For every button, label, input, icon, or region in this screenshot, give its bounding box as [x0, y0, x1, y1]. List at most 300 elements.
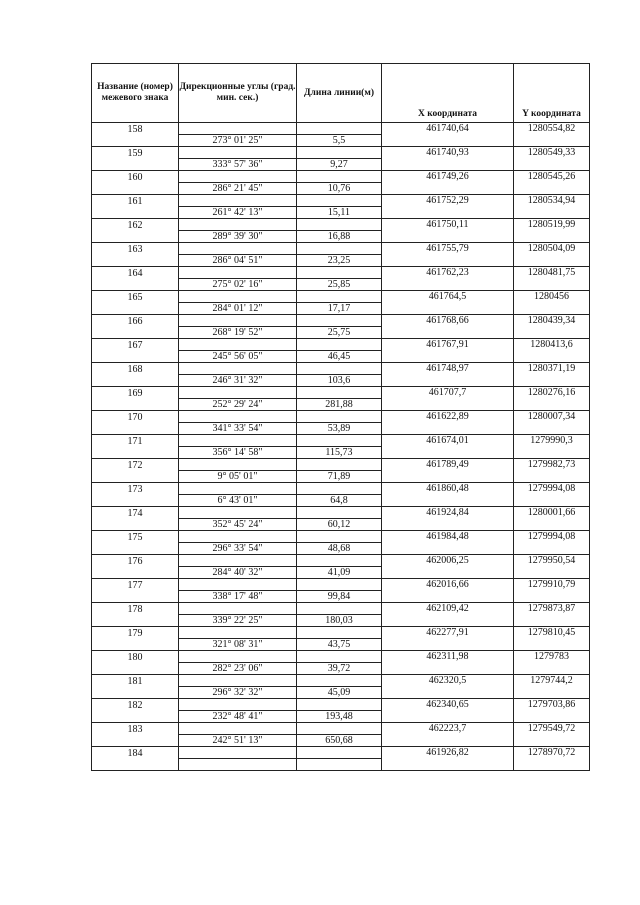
table-row	[92, 207, 590, 219]
empty-cell	[92, 375, 179, 387]
point-name: 175	[92, 531, 179, 543]
empty-cell	[297, 171, 382, 183]
empty-cell	[514, 663, 590, 675]
table-header-row	[92, 64, 590, 123]
empty-cell	[179, 579, 297, 591]
x-coordinate: 461674,01	[382, 435, 514, 447]
empty-cell	[297, 483, 382, 495]
header-x: X координата	[382, 64, 514, 123]
line-length: 45,09	[297, 687, 382, 699]
y-coordinate: 1280001,66	[514, 507, 590, 519]
x-coordinate: 462320,5	[382, 675, 514, 687]
table-row	[92, 171, 590, 183]
table-row	[92, 759, 590, 771]
table-row	[92, 723, 590, 735]
empty-cell	[179, 675, 297, 687]
empty-cell	[179, 147, 297, 159]
empty-cell	[382, 423, 514, 435]
empty-cell	[179, 219, 297, 231]
table-row	[92, 603, 590, 615]
table-row	[92, 147, 590, 159]
table-row	[92, 747, 590, 759]
empty-cell	[92, 183, 179, 195]
table-row	[92, 531, 590, 543]
empty-cell	[382, 615, 514, 627]
empty-cell	[382, 495, 514, 507]
empty-cell	[382, 663, 514, 675]
empty-cell	[92, 759, 179, 771]
table-row	[92, 627, 590, 639]
direction-angle: 289° 39' 30"	[179, 231, 297, 243]
empty-cell	[514, 615, 590, 627]
table-row	[92, 363, 590, 375]
y-coordinate: 1279910,79	[514, 579, 590, 591]
empty-cell	[179, 267, 297, 279]
empty-cell	[92, 495, 179, 507]
empty-cell	[514, 135, 590, 147]
point-name: 162	[92, 219, 179, 231]
table-row	[92, 327, 590, 339]
x-coordinate: 462006,25	[382, 555, 514, 567]
line-length: 53,89	[297, 423, 382, 435]
empty-cell	[514, 423, 590, 435]
table-row	[92, 411, 590, 423]
empty-cell	[92, 471, 179, 483]
point-name: 180	[92, 651, 179, 663]
direction-angle: 296° 33' 54"	[179, 543, 297, 555]
empty-cell	[297, 699, 382, 711]
empty-cell	[297, 363, 382, 375]
empty-cell	[92, 567, 179, 579]
y-coordinate: 1279994,08	[514, 531, 590, 543]
point-name: 158	[92, 123, 179, 135]
table-row	[92, 579, 590, 591]
table-row	[92, 219, 590, 231]
direction-angle: 273° 01' 25"	[179, 135, 297, 147]
x-coordinate: 461789,49	[382, 459, 514, 471]
empty-cell	[297, 267, 382, 279]
point-name: 179	[92, 627, 179, 639]
line-length: 64,8	[297, 495, 382, 507]
table-row	[92, 159, 590, 171]
empty-cell	[514, 711, 590, 723]
point-name: 183	[92, 723, 179, 735]
y-coordinate: 1278970,72	[514, 747, 590, 759]
empty-cell	[92, 135, 179, 147]
empty-cell	[297, 291, 382, 303]
empty-cell	[382, 375, 514, 387]
empty-cell	[382, 447, 514, 459]
empty-cell	[179, 411, 297, 423]
x-coordinate: 462016,66	[382, 579, 514, 591]
empty-cell	[179, 339, 297, 351]
direction-angle: 246° 31' 32"	[179, 375, 297, 387]
header-length: Длина линии(м)	[297, 64, 382, 123]
empty-cell	[179, 507, 297, 519]
empty-cell	[514, 375, 590, 387]
empty-cell	[179, 747, 297, 759]
table-row	[92, 351, 590, 363]
empty-cell	[297, 219, 382, 231]
table-row	[92, 519, 590, 531]
y-coordinate: 1279810,45	[514, 627, 590, 639]
y-coordinate: 1279982,73	[514, 459, 590, 471]
empty-cell	[297, 555, 382, 567]
x-coordinate: 462277,91	[382, 627, 514, 639]
empty-cell	[179, 531, 297, 543]
x-coordinate: 461764,5	[382, 291, 514, 303]
empty-cell	[179, 243, 297, 255]
y-coordinate: 1280371,19	[514, 363, 590, 375]
line-length: 5,5	[297, 135, 382, 147]
empty-cell	[514, 351, 590, 363]
empty-cell	[297, 723, 382, 735]
boundary-coordinates-table	[91, 63, 590, 771]
empty-cell	[179, 315, 297, 327]
direction-angle: 268° 19' 52"	[179, 327, 297, 339]
empty-cell	[92, 615, 179, 627]
empty-cell	[514, 447, 590, 459]
x-coordinate: 461748,97	[382, 363, 514, 375]
direction-angle: 321° 08' 31"	[179, 639, 297, 651]
x-coordinate: 461752,29	[382, 195, 514, 207]
empty-cell	[297, 339, 382, 351]
empty-cell	[92, 519, 179, 531]
table-row	[92, 135, 590, 147]
y-coordinate: 1280549,33	[514, 147, 590, 159]
x-coordinate: 462109,42	[382, 603, 514, 615]
direction-angle: 339° 22' 25"	[179, 615, 297, 627]
empty-cell	[179, 651, 297, 663]
header-y: Y координата	[514, 64, 590, 123]
empty-cell	[92, 735, 179, 747]
table-row	[92, 231, 590, 243]
direction-angle: 286° 04' 51"	[179, 255, 297, 267]
empty-cell	[92, 711, 179, 723]
empty-cell	[297, 579, 382, 591]
table-row	[92, 255, 590, 267]
y-coordinate: 1279783	[514, 651, 590, 663]
x-coordinate: 462223,7	[382, 723, 514, 735]
direction-angle: 282° 23' 06"	[179, 663, 297, 675]
table-row	[92, 279, 590, 291]
point-name: 177	[92, 579, 179, 591]
x-coordinate: 461926,82	[382, 747, 514, 759]
empty-cell	[297, 435, 382, 447]
y-coordinate: 1279703,86	[514, 699, 590, 711]
y-coordinate: 1279873,87	[514, 603, 590, 615]
x-coordinate: 461740,93	[382, 147, 514, 159]
empty-cell	[179, 291, 297, 303]
empty-cell	[92, 159, 179, 171]
point-name: 182	[92, 699, 179, 711]
direction-angle: 341° 33' 54"	[179, 423, 297, 435]
point-name: 163	[92, 243, 179, 255]
empty-cell	[297, 387, 382, 399]
line-length: 71,89	[297, 471, 382, 483]
empty-cell	[92, 255, 179, 267]
y-coordinate: 1280007,34	[514, 411, 590, 423]
empty-cell	[297, 531, 382, 543]
y-coordinate: 1280519,99	[514, 219, 590, 231]
point-name: 164	[92, 267, 179, 279]
table-row	[92, 183, 590, 195]
empty-cell	[382, 519, 514, 531]
y-coordinate: 1279994,08	[514, 483, 590, 495]
empty-cell	[179, 387, 297, 399]
line-length	[297, 759, 382, 771]
table-row	[92, 291, 590, 303]
empty-cell	[297, 651, 382, 663]
empty-cell	[382, 711, 514, 723]
empty-cell	[382, 135, 514, 147]
point-name: 178	[92, 603, 179, 615]
x-coordinate: 461860,48	[382, 483, 514, 495]
direction-angle: 9° 05' 01"	[179, 471, 297, 483]
direction-angle: 275° 02' 16"	[179, 279, 297, 291]
y-coordinate: 1280554,82	[514, 123, 590, 135]
y-coordinate: 1280276,16	[514, 387, 590, 399]
empty-cell	[92, 663, 179, 675]
table-row	[92, 435, 590, 447]
empty-cell	[382, 639, 514, 651]
empty-cell	[382, 255, 514, 267]
empty-cell	[297, 507, 382, 519]
line-length: 193,48	[297, 711, 382, 723]
x-coordinate: 461622,89	[382, 411, 514, 423]
table-row	[92, 495, 590, 507]
empty-cell	[297, 675, 382, 687]
header-angle: Дирекционные углы (град. мин. сек.)	[179, 64, 297, 123]
empty-cell	[514, 567, 590, 579]
direction-angle	[179, 759, 297, 771]
empty-cell	[179, 699, 297, 711]
line-length: 115,73	[297, 447, 382, 459]
empty-cell	[514, 543, 590, 555]
line-length: 15,11	[297, 207, 382, 219]
direction-angle: 252° 29' 24"	[179, 399, 297, 411]
empty-cell	[179, 195, 297, 207]
line-length: 10,76	[297, 183, 382, 195]
line-length: 46,45	[297, 351, 382, 363]
table-row	[92, 543, 590, 555]
empty-cell	[297, 603, 382, 615]
y-coordinate: 1280534,94	[514, 195, 590, 207]
table-row	[92, 687, 590, 699]
point-name: 161	[92, 195, 179, 207]
empty-cell	[514, 279, 590, 291]
table-row	[92, 663, 590, 675]
table-row	[92, 399, 590, 411]
point-name: 170	[92, 411, 179, 423]
x-coordinate: 461924,84	[382, 507, 514, 519]
table-row	[92, 375, 590, 387]
table-row	[92, 615, 590, 627]
point-name: 160	[92, 171, 179, 183]
line-length: 48,68	[297, 543, 382, 555]
table-row	[92, 483, 590, 495]
empty-cell	[92, 687, 179, 699]
empty-cell	[179, 435, 297, 447]
empty-cell	[297, 411, 382, 423]
empty-cell	[297, 147, 382, 159]
empty-cell	[514, 183, 590, 195]
empty-cell	[514, 207, 590, 219]
table-row	[92, 459, 590, 471]
empty-cell	[92, 399, 179, 411]
table-row	[92, 507, 590, 519]
point-name: 171	[92, 435, 179, 447]
empty-cell	[92, 543, 179, 555]
empty-cell	[514, 327, 590, 339]
x-coordinate: 461707,7	[382, 387, 514, 399]
empty-cell	[382, 207, 514, 219]
empty-cell	[514, 591, 590, 603]
table-row	[92, 699, 590, 711]
table-row	[92, 555, 590, 567]
x-coordinate: 462340,65	[382, 699, 514, 711]
empty-cell	[382, 759, 514, 771]
empty-cell	[514, 687, 590, 699]
x-coordinate: 461750,11	[382, 219, 514, 231]
empty-cell	[297, 459, 382, 471]
empty-cell	[92, 207, 179, 219]
line-length: 17,17	[297, 303, 382, 315]
table-body	[92, 123, 590, 771]
point-name: 181	[92, 675, 179, 687]
table-row	[92, 651, 590, 663]
direction-angle: 6° 43' 01"	[179, 495, 297, 507]
empty-cell	[514, 303, 590, 315]
empty-cell	[297, 243, 382, 255]
x-coordinate: 461762,23	[382, 267, 514, 279]
empty-cell	[382, 591, 514, 603]
empty-cell	[179, 459, 297, 471]
direction-angle: 333° 57' 36"	[179, 159, 297, 171]
table-row	[92, 195, 590, 207]
table-row	[92, 243, 590, 255]
table-row	[92, 675, 590, 687]
empty-cell	[297, 195, 382, 207]
direction-angle: 261° 42' 13"	[179, 207, 297, 219]
empty-cell	[92, 591, 179, 603]
table-row	[92, 567, 590, 579]
line-length: 39,72	[297, 663, 382, 675]
empty-cell	[179, 171, 297, 183]
table-row	[92, 423, 590, 435]
point-name: 165	[92, 291, 179, 303]
table-row	[92, 711, 590, 723]
empty-cell	[92, 423, 179, 435]
empty-cell	[382, 159, 514, 171]
line-length: 281,88	[297, 399, 382, 411]
y-coordinate: 1279950,54	[514, 555, 590, 567]
y-coordinate: 1279990,3	[514, 435, 590, 447]
y-coordinate: 1280504,09	[514, 243, 590, 255]
y-coordinate: 1280456	[514, 291, 590, 303]
table-row	[92, 471, 590, 483]
empty-cell	[382, 327, 514, 339]
empty-cell	[92, 303, 179, 315]
empty-cell	[179, 723, 297, 735]
empty-cell	[514, 159, 590, 171]
empty-cell	[514, 735, 590, 747]
point-name: 184	[92, 747, 179, 759]
empty-cell	[382, 543, 514, 555]
direction-angle: 245° 56' 05"	[179, 351, 297, 363]
line-length: 9,27	[297, 159, 382, 171]
empty-cell	[179, 603, 297, 615]
line-length: 16,88	[297, 231, 382, 243]
point-name: 169	[92, 387, 179, 399]
x-coordinate: 462311,98	[382, 651, 514, 663]
direction-angle: 284° 40' 32"	[179, 567, 297, 579]
empty-cell	[92, 639, 179, 651]
empty-cell	[514, 519, 590, 531]
x-coordinate: 461740,64	[382, 123, 514, 135]
empty-cell	[179, 555, 297, 567]
empty-cell	[514, 759, 590, 771]
line-length: 23,25	[297, 255, 382, 267]
line-length: 41,09	[297, 567, 382, 579]
direction-angle: 286° 21' 45"	[179, 183, 297, 195]
direction-angle: 338° 17' 48"	[179, 591, 297, 603]
empty-cell	[382, 183, 514, 195]
line-length: 43,75	[297, 639, 382, 651]
empty-cell	[92, 447, 179, 459]
empty-cell	[382, 471, 514, 483]
empty-cell	[297, 627, 382, 639]
point-name: 166	[92, 315, 179, 327]
direction-angle: 356° 14' 58"	[179, 447, 297, 459]
table-row	[92, 123, 590, 135]
empty-cell	[514, 231, 590, 243]
point-name: 173	[92, 483, 179, 495]
empty-cell	[382, 687, 514, 699]
point-name: 176	[92, 555, 179, 567]
direction-angle: 232° 48' 41"	[179, 711, 297, 723]
empty-cell	[382, 735, 514, 747]
table-row	[92, 447, 590, 459]
table-row	[92, 387, 590, 399]
header-name: Название (номер) межевого знака	[92, 64, 179, 123]
point-name: 168	[92, 363, 179, 375]
empty-cell	[297, 123, 382, 135]
empty-cell	[514, 399, 590, 411]
table-row	[92, 267, 590, 279]
direction-angle: 242° 51' 13"	[179, 735, 297, 747]
point-name: 174	[92, 507, 179, 519]
x-coordinate: 461755,79	[382, 243, 514, 255]
table-row	[92, 303, 590, 315]
x-coordinate: 461984,48	[382, 531, 514, 543]
empty-cell	[382, 303, 514, 315]
y-coordinate: 1279549,72	[514, 723, 590, 735]
empty-cell	[514, 495, 590, 507]
empty-cell	[179, 627, 297, 639]
table-row	[92, 639, 590, 651]
empty-cell	[92, 279, 179, 291]
table-row	[92, 735, 590, 747]
y-coordinate: 1280481,75	[514, 267, 590, 279]
x-coordinate: 461749,26	[382, 171, 514, 183]
line-length: 99,84	[297, 591, 382, 603]
empty-cell	[382, 279, 514, 291]
x-coordinate: 461768,66	[382, 315, 514, 327]
empty-cell	[179, 363, 297, 375]
x-coordinate: 461767,91	[382, 339, 514, 351]
empty-cell	[382, 567, 514, 579]
